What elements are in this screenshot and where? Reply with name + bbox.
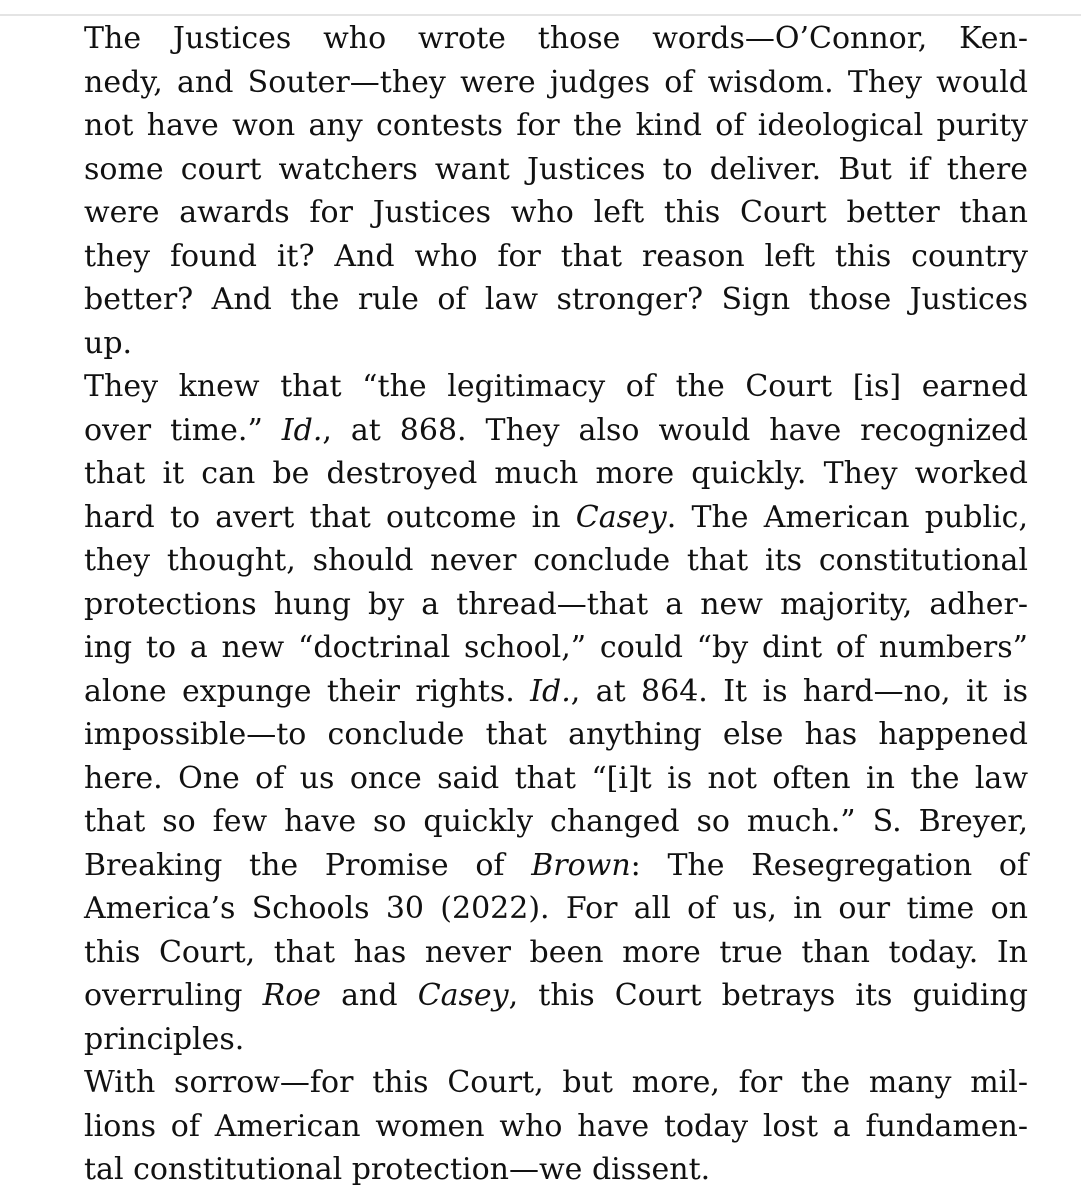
paragraph [46, 365, 1028, 1061]
text-line [46, 757, 1028, 801]
text-run: tal constitutional protection—we dissent. [84, 1152, 711, 1187]
text-line [46, 931, 1028, 975]
text-run: principles. [84, 1021, 245, 1057]
text-line [46, 235, 1028, 279]
text-run: lions of American women who have today lost a fundamen- [84, 1108, 1028, 1144]
text-line [46, 496, 1028, 540]
italic-citation: Brown [531, 847, 631, 883]
text-run: that it can be destroyed much more quickly. They worked [84, 456, 1028, 491]
text-line [46, 148, 1028, 192]
top-divider [0, 14, 1081, 16]
text-line [46, 713, 1028, 757]
text-run: and [321, 978, 418, 1013]
text-line [46, 887, 1028, 931]
text-run: The Justices who wrote those words—O’Connor, Ken- [84, 21, 1028, 56]
italic-citation: Id. [530, 673, 571, 709]
italic-citation: Casey [575, 499, 667, 535]
text-run: not have won any contests for the kind of ideological purity [84, 108, 1028, 143]
text-line [46, 626, 1028, 670]
text-run: . The American public, [666, 499, 1029, 535]
text-run: nedy, and Souter—they were judges of wisdom. They would [84, 64, 1028, 100]
text-line [46, 278, 1028, 322]
text-line [46, 1018, 1028, 1062]
italic-citation: Id. [281, 412, 323, 448]
text-run: With sorrow—for this Court, but more, for the many mil- [84, 1065, 1028, 1100]
text-line [46, 409, 1028, 453]
text-run: : The Resegregation of [630, 847, 1028, 883]
text-run: overruling [84, 978, 263, 1013]
text-run: they thought, should never conclude that its constitutional [84, 543, 1028, 578]
text-run: Breaking the Promise of [84, 847, 532, 883]
text-line [46, 1105, 1028, 1149]
text-line [46, 104, 1028, 148]
text-run: ing to a new “doctrinal school,” could “by dint of numbers” [84, 630, 1028, 665]
text-line [46, 17, 1028, 61]
text-line [46, 452, 1028, 496]
text-run: over time.” [84, 412, 282, 448]
text-run: impossible—to conclude that anything else has happened [84, 717, 1028, 752]
paragraph [46, 1061, 1028, 1192]
text-line [46, 670, 1028, 714]
text-line [46, 974, 1028, 1018]
italic-citation: Roe [262, 978, 322, 1013]
text-line [46, 539, 1028, 583]
text-line [46, 61, 1028, 105]
paragraph [46, 17, 1028, 365]
text-run: hard to avert that outcome in [84, 499, 576, 535]
text-line [46, 800, 1028, 844]
text-run: , at 868. They also would have recognized [322, 412, 1029, 448]
text-run: they found it? And who for that reason left this country [84, 238, 1028, 274]
text-line [46, 191, 1028, 235]
text-run: some court watchers want Justices to deliver. But if there [84, 151, 1028, 187]
text-line [46, 1148, 1028, 1192]
text-run: better? And the rule of law stronger? Sign those Justices [84, 282, 1028, 317]
text-line [46, 1061, 1028, 1105]
italic-citation: Casey [417, 978, 509, 1013]
text-run: were awards for Justices who left this Court better than [84, 195, 1028, 230]
text-run: up. [84, 325, 133, 361]
text-run: that so few have so quickly changed so much.” S. Breyer, [84, 804, 1028, 839]
text-run: America’s Schools 30 (2022). For all of us, in our time on [84, 891, 1028, 926]
text-line [46, 365, 1028, 409]
text-run: , at 864. It is hard—no, it is [570, 673, 1028, 709]
document-page [46, 17, 1028, 1192]
text-run: here. One of us once said that “[i]t is not often in the law [84, 760, 1028, 796]
text-run: alone expunge their rights. [84, 673, 531, 709]
text-line [46, 844, 1028, 888]
text-line [46, 583, 1028, 627]
text-run: , this Court betrays its guiding [508, 978, 1028, 1013]
text-run: They knew that “the legitimacy of the Court [is] earned [84, 369, 1028, 404]
text-run: protections hung by a thread—that a new majority, adher- [84, 586, 1028, 622]
text-run: this Court, that has never been more true than today. In [84, 934, 1028, 970]
text-line [46, 322, 1028, 366]
